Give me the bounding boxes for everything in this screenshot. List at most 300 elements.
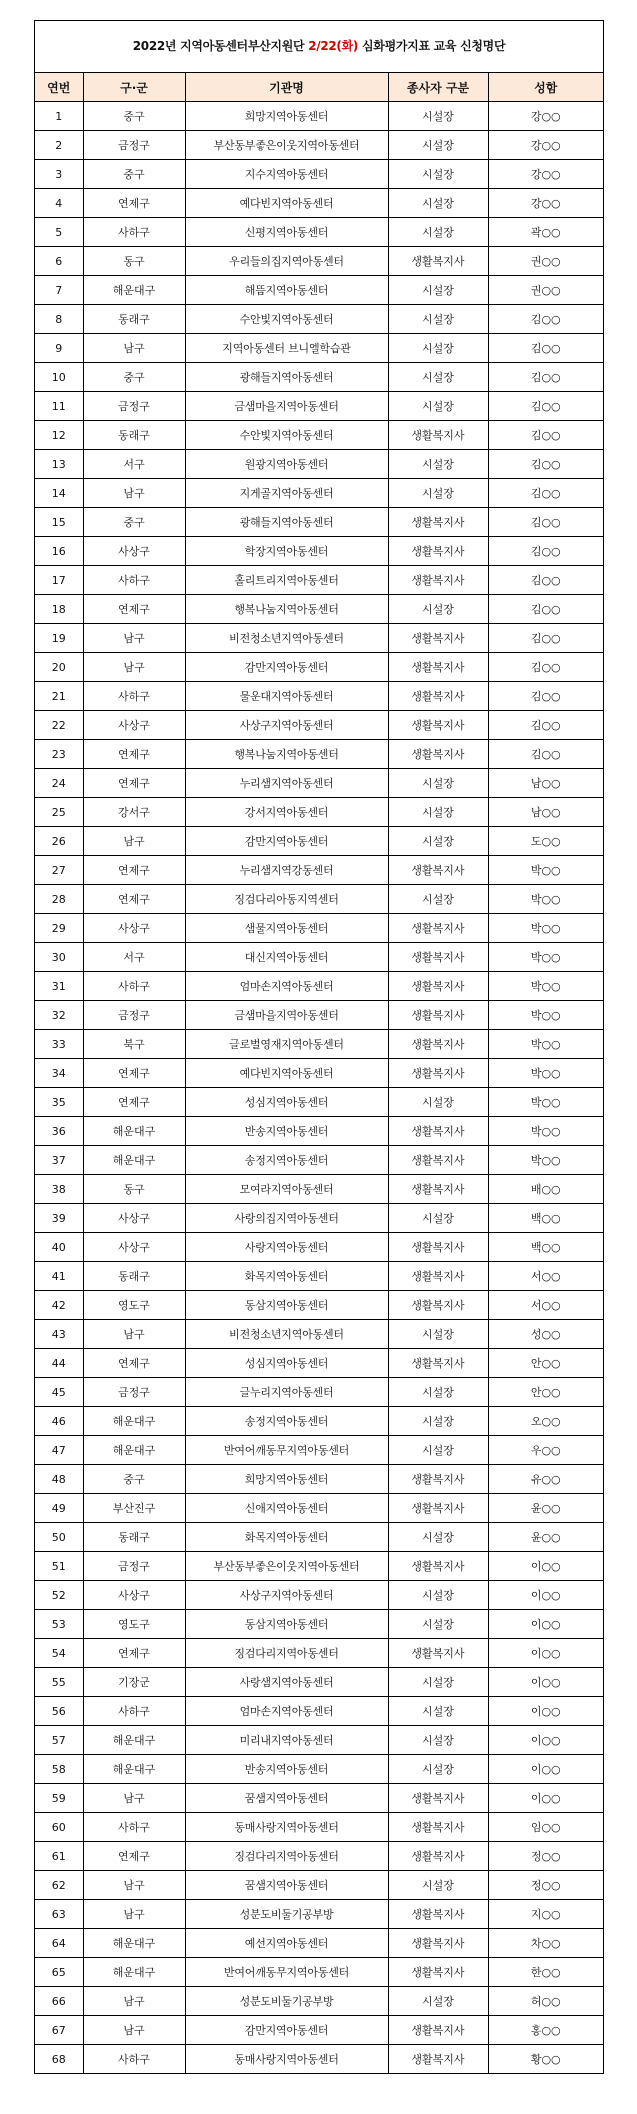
cell-staff-type: 생활복지사 xyxy=(388,1465,488,1494)
cell-no: 31 xyxy=(35,972,83,1001)
cell-no: 36 xyxy=(35,1117,83,1146)
cell-organization: 화목지역아동센터 xyxy=(185,1262,388,1291)
table-row xyxy=(35,1697,603,1726)
cell-staff-type: 시설장 xyxy=(388,450,488,479)
cell-staff-type: 시설장 xyxy=(388,305,488,334)
cell-organization: 우리들의집지역아동센터 xyxy=(185,247,388,276)
cell-organization: 사상구지역아동센터 xyxy=(185,711,388,740)
cell-no: 24 xyxy=(35,769,83,798)
cell-no: 12 xyxy=(35,421,83,450)
cell-no: 56 xyxy=(35,1697,83,1726)
cell-name: 한○○ xyxy=(488,1958,603,1987)
cell-staff-type: 생활복지사 xyxy=(388,624,488,653)
cell-name: 강○○ xyxy=(488,160,603,189)
cell-organization: 꿈샘지역아동센터 xyxy=(185,1871,388,1900)
cell-organization: 홀리트리지역아동센터 xyxy=(185,566,388,595)
cell-district: 해운대구 xyxy=(83,1436,185,1465)
table-row xyxy=(35,972,603,1001)
cell-organization: 행복나눔지역아동센터 xyxy=(185,740,388,769)
table-row xyxy=(35,1755,603,1784)
cell-staff-type: 생활복지사 xyxy=(388,1842,488,1871)
table-row xyxy=(35,392,603,421)
cell-no: 27 xyxy=(35,856,83,885)
cell-name: 박○○ xyxy=(488,1146,603,1175)
cell-district: 연제구 xyxy=(83,1349,185,1378)
cell-staff-type: 생활복지사 xyxy=(388,1262,488,1291)
cell-organization: 원광지역아동센터 xyxy=(185,450,388,479)
cell-staff-type: 시설장 xyxy=(388,1407,488,1436)
cell-name: 서○○ xyxy=(488,1262,603,1291)
cell-district: 사하구 xyxy=(83,2045,185,2074)
table-row xyxy=(35,914,603,943)
applicant-table xyxy=(35,73,603,2073)
cell-no: 6 xyxy=(35,247,83,276)
table-row xyxy=(35,856,603,885)
cell-name: 이○○ xyxy=(488,1784,603,1813)
cell-name: 이○○ xyxy=(488,1668,603,1697)
cell-district: 사하구 xyxy=(83,1813,185,1842)
cell-organization: 미리내지역아동센터 xyxy=(185,1726,388,1755)
cell-no: 43 xyxy=(35,1320,83,1349)
cell-district: 동래구 xyxy=(83,1523,185,1552)
cell-name: 박○○ xyxy=(488,885,603,914)
cell-organization: 사랑샘지역아동센터 xyxy=(185,1668,388,1697)
cell-district: 영도구 xyxy=(83,1610,185,1639)
cell-staff-type: 생활복지사 xyxy=(388,537,488,566)
cell-name: 이○○ xyxy=(488,1726,603,1755)
table-row xyxy=(35,2016,603,2045)
cell-no: 40 xyxy=(35,1233,83,1262)
cell-organization: 신애지역아동센터 xyxy=(185,1494,388,1523)
cell-name: 김○○ xyxy=(488,740,603,769)
cell-organization: 광해들지역아동센터 xyxy=(185,508,388,537)
cell-no: 47 xyxy=(35,1436,83,1465)
cell-name: 서○○ xyxy=(488,1291,603,1320)
cell-district: 금정구 xyxy=(83,1378,185,1407)
cell-no: 33 xyxy=(35,1030,83,1059)
cell-organization: 지역아동센터 브니엘학습관 xyxy=(185,334,388,363)
table-row xyxy=(35,1233,603,1262)
cell-staff-type: 생활복지사 xyxy=(388,653,488,682)
cell-name: 배○○ xyxy=(488,1175,603,1204)
cell-no: 1 xyxy=(35,102,83,131)
cell-district: 사상구 xyxy=(83,914,185,943)
cell-staff-type: 생활복지사 xyxy=(388,421,488,450)
cell-organization: 성분도비둘기공부방 xyxy=(185,1900,388,1929)
table-header xyxy=(35,73,603,102)
cell-no: 45 xyxy=(35,1378,83,1407)
cell-district: 중구 xyxy=(83,102,185,131)
table-row xyxy=(35,1523,603,1552)
cell-staff-type: 생활복지사 xyxy=(388,1552,488,1581)
cell-no: 62 xyxy=(35,1871,83,1900)
cell-organization: 누리샘지역아동센터 xyxy=(185,769,388,798)
cell-staff-type: 생활복지사 xyxy=(388,1291,488,1320)
cell-name: 이○○ xyxy=(488,1639,603,1668)
table-row xyxy=(35,189,603,218)
cell-staff-type: 시설장 xyxy=(388,1697,488,1726)
cell-district: 동래구 xyxy=(83,305,185,334)
cell-no: 30 xyxy=(35,943,83,972)
cell-district: 남구 xyxy=(83,1987,185,2016)
table-row xyxy=(35,218,603,247)
cell-name: 김○○ xyxy=(488,392,603,421)
table-row xyxy=(35,276,603,305)
cell-organization: 누리샘지역강동센터 xyxy=(185,856,388,885)
table-row xyxy=(35,421,603,450)
cell-organization: 예다빈지역아동센터 xyxy=(185,1059,388,1088)
cell-no: 42 xyxy=(35,1291,83,1320)
cell-no: 57 xyxy=(35,1726,83,1755)
cell-name: 김○○ xyxy=(488,566,603,595)
table-row xyxy=(35,1407,603,1436)
table-row xyxy=(35,1117,603,1146)
table-body xyxy=(35,102,603,2074)
cell-staff-type: 시설장 xyxy=(388,1668,488,1697)
table-row xyxy=(35,131,603,160)
table-row xyxy=(35,1001,603,1030)
cell-staff-type: 시설장 xyxy=(388,276,488,305)
cell-staff-type: 시설장 xyxy=(388,827,488,856)
cell-no: 3 xyxy=(35,160,83,189)
table-row xyxy=(35,1639,603,1668)
cell-district: 동구 xyxy=(83,247,185,276)
table-row xyxy=(35,1871,603,1900)
cell-organization: 사랑지역아동센터 xyxy=(185,1233,388,1262)
cell-staff-type: 생활복지사 xyxy=(388,711,488,740)
cell-no: 14 xyxy=(35,479,83,508)
cell-no: 16 xyxy=(35,537,83,566)
cell-district: 기장군 xyxy=(83,1668,185,1697)
cell-organization: 반송지역아동센터 xyxy=(185,1117,388,1146)
cell-name: 김○○ xyxy=(488,334,603,363)
cell-name: 이○○ xyxy=(488,1610,603,1639)
cell-no: 54 xyxy=(35,1639,83,1668)
cell-staff-type: 시설장 xyxy=(388,479,488,508)
cell-district: 북구 xyxy=(83,1030,185,1059)
cell-name: 성○○ xyxy=(488,1320,603,1349)
cell-name: 지○○ xyxy=(488,1900,603,1929)
cell-name: 김○○ xyxy=(488,682,603,711)
cell-district: 남구 xyxy=(83,653,185,682)
cell-name: 남○○ xyxy=(488,798,603,827)
cell-district: 연제구 xyxy=(83,1088,185,1117)
cell-name: 윤○○ xyxy=(488,1523,603,1552)
cell-district: 남구 xyxy=(83,1900,185,1929)
cell-no: 38 xyxy=(35,1175,83,1204)
cell-name: 김○○ xyxy=(488,363,603,392)
cell-name: 박○○ xyxy=(488,856,603,885)
cell-name: 박○○ xyxy=(488,972,603,1001)
cell-name: 백○○ xyxy=(488,1233,603,1262)
cell-staff-type: 생활복지사 xyxy=(388,1059,488,1088)
cell-no: 32 xyxy=(35,1001,83,1030)
cell-no: 64 xyxy=(35,1929,83,1958)
cell-name: 박○○ xyxy=(488,943,603,972)
cell-no: 63 xyxy=(35,1900,83,1929)
cell-organization: 부산동부좋은이웃지역아동센터 xyxy=(185,131,388,160)
cell-staff-type: 생활복지사 xyxy=(388,566,488,595)
cell-organization: 대신지역아동센터 xyxy=(185,943,388,972)
cell-staff-type: 시설장 xyxy=(388,1523,488,1552)
cell-name: 김○○ xyxy=(488,595,603,624)
cell-name: 안○○ xyxy=(488,1378,603,1407)
table-row xyxy=(35,508,603,537)
cell-no: 22 xyxy=(35,711,83,740)
cell-name: 황○○ xyxy=(488,2045,603,2074)
table-row xyxy=(35,1784,603,1813)
cell-district: 연제구 xyxy=(83,885,185,914)
title-date: 2/22(화) xyxy=(308,39,359,53)
cell-organization: 예선지역아동센터 xyxy=(185,1929,388,1958)
cell-staff-type: 시설장 xyxy=(388,1204,488,1233)
cell-no: 15 xyxy=(35,508,83,537)
cell-no: 13 xyxy=(35,450,83,479)
cell-organization: 엄마손지역아동센터 xyxy=(185,972,388,1001)
cell-organization: 수안빛지역아동센터 xyxy=(185,305,388,334)
table-row xyxy=(35,1552,603,1581)
cell-organization: 화목지역아동센터 xyxy=(185,1523,388,1552)
cell-staff-type: 시설장 xyxy=(388,1871,488,1900)
cell-organization: 송정지역아동센터 xyxy=(185,1407,388,1436)
header-organization: 기관명 xyxy=(185,73,388,102)
table-row xyxy=(35,1958,603,1987)
cell-name: 김○○ xyxy=(488,479,603,508)
cell-district: 사상구 xyxy=(83,1233,185,1262)
cell-no: 17 xyxy=(35,566,83,595)
cell-no: 48 xyxy=(35,1465,83,1494)
cell-district: 해운대구 xyxy=(83,1726,185,1755)
cell-organization: 금샘마을지역아동센터 xyxy=(185,1001,388,1030)
cell-staff-type: 시설장 xyxy=(388,1436,488,1465)
cell-staff-type: 시설장 xyxy=(388,595,488,624)
cell-staff-type: 생활복지사 xyxy=(388,1001,488,1030)
cell-district: 사상구 xyxy=(83,1204,185,1233)
cell-district: 동구 xyxy=(83,1175,185,1204)
cell-district: 금정구 xyxy=(83,1001,185,1030)
cell-name: 윤○○ xyxy=(488,1494,603,1523)
cell-district: 연제구 xyxy=(83,769,185,798)
cell-organization: 행복나눔지역아동센터 xyxy=(185,595,388,624)
table-row xyxy=(35,1146,603,1175)
cell-name: 유○○ xyxy=(488,1465,603,1494)
table-row xyxy=(35,1813,603,1842)
cell-organization: 반송지역아동센터 xyxy=(185,1755,388,1784)
cell-staff-type: 생활복지사 xyxy=(388,1146,488,1175)
cell-organization: 금샘마을지역아동센터 xyxy=(185,392,388,421)
cell-district: 서구 xyxy=(83,943,185,972)
cell-name: 박○○ xyxy=(488,1059,603,1088)
cell-name: 박○○ xyxy=(488,1088,603,1117)
table-row xyxy=(35,102,603,131)
page-title xyxy=(35,21,603,73)
cell-staff-type: 생활복지사 xyxy=(388,740,488,769)
table-row xyxy=(35,711,603,740)
cell-staff-type: 생활복지사 xyxy=(388,1233,488,1262)
table-row xyxy=(35,247,603,276)
cell-staff-type: 생활복지사 xyxy=(388,1900,488,1929)
cell-name: 권○○ xyxy=(488,276,603,305)
cell-no: 35 xyxy=(35,1088,83,1117)
cell-district: 서구 xyxy=(83,450,185,479)
cell-staff-type: 시설장 xyxy=(388,798,488,827)
cell-no: 58 xyxy=(35,1755,83,1784)
cell-staff-type: 시설장 xyxy=(388,363,488,392)
cell-staff-type: 시설장 xyxy=(388,102,488,131)
cell-district: 사하구 xyxy=(83,218,185,247)
title-prefix: 2022년 지역아동센터부산지원단 xyxy=(132,39,305,53)
table-row xyxy=(35,1929,603,1958)
cell-district: 남구 xyxy=(83,334,185,363)
cell-name: 임○○ xyxy=(488,1813,603,1842)
header-name: 성함 xyxy=(488,73,603,102)
table-row xyxy=(35,1059,603,1088)
cell-name: 허○○ xyxy=(488,1987,603,2016)
header-staff-type: 종사자 구분 xyxy=(388,73,488,102)
cell-district: 사상구 xyxy=(83,1581,185,1610)
cell-no: 34 xyxy=(35,1059,83,1088)
cell-no: 11 xyxy=(35,392,83,421)
cell-staff-type: 생활복지사 xyxy=(388,856,488,885)
cell-no: 53 xyxy=(35,1610,83,1639)
cell-no: 29 xyxy=(35,914,83,943)
cell-staff-type: 생활복지사 xyxy=(388,1030,488,1059)
application-list-sheet xyxy=(34,20,604,2074)
cell-organization: 신평지역아동센터 xyxy=(185,218,388,247)
table-row xyxy=(35,1262,603,1291)
cell-name: 박○○ xyxy=(488,1001,603,1030)
cell-organization: 지수지역아동센터 xyxy=(185,160,388,189)
cell-name: 김○○ xyxy=(488,537,603,566)
cell-district: 중구 xyxy=(83,363,185,392)
table-row xyxy=(35,682,603,711)
cell-name: 정○○ xyxy=(488,1871,603,1900)
cell-district: 해운대구 xyxy=(83,1755,185,1784)
cell-name: 박○○ xyxy=(488,1117,603,1146)
header-district: 구·군 xyxy=(83,73,185,102)
cell-organization: 징검다리아동지역센터 xyxy=(185,885,388,914)
cell-organization: 비전청소년지역아동센터 xyxy=(185,624,388,653)
cell-organization: 부산동부좋은이웃지역아동센터 xyxy=(185,1552,388,1581)
table-row xyxy=(35,1291,603,1320)
title-suffix: 심화평가지표 교육 신청명단 xyxy=(362,39,506,53)
cell-organization: 해뜸지역아동센터 xyxy=(185,276,388,305)
cell-no: 10 xyxy=(35,363,83,392)
cell-organization: 비전청소년지역아동센터 xyxy=(185,1320,388,1349)
cell-district: 연제구 xyxy=(83,189,185,218)
table-row xyxy=(35,1378,603,1407)
table-row xyxy=(35,595,603,624)
cell-name: 박○○ xyxy=(488,914,603,943)
cell-staff-type: 시설장 xyxy=(388,769,488,798)
cell-no: 4 xyxy=(35,189,83,218)
cell-no: 20 xyxy=(35,653,83,682)
cell-name: 박○○ xyxy=(488,1030,603,1059)
cell-district: 중구 xyxy=(83,1465,185,1494)
cell-name: 김○○ xyxy=(488,421,603,450)
cell-staff-type: 생활복지사 xyxy=(388,1494,488,1523)
cell-no: 44 xyxy=(35,1349,83,1378)
cell-organization: 강서지역아동센터 xyxy=(185,798,388,827)
table-row xyxy=(35,798,603,827)
cell-district: 금정구 xyxy=(83,131,185,160)
cell-name: 김○○ xyxy=(488,624,603,653)
cell-no: 41 xyxy=(35,1262,83,1291)
cell-no: 61 xyxy=(35,1842,83,1871)
cell-no: 26 xyxy=(35,827,83,856)
cell-staff-type: 생활복지사 xyxy=(388,1117,488,1146)
table-row xyxy=(35,1842,603,1871)
cell-no: 37 xyxy=(35,1146,83,1175)
cell-organization: 징검다리지역아동센터 xyxy=(185,1639,388,1668)
cell-organization: 성심지역아동센터 xyxy=(185,1088,388,1117)
cell-staff-type: 생활복지사 xyxy=(388,943,488,972)
cell-organization: 샘물지역아동센터 xyxy=(185,914,388,943)
table-row xyxy=(35,1494,603,1523)
cell-district: 남구 xyxy=(83,1871,185,1900)
cell-organization: 글누리지역아동센터 xyxy=(185,1378,388,1407)
cell-no: 49 xyxy=(35,1494,83,1523)
cell-staff-type: 생활복지사 xyxy=(388,1349,488,1378)
cell-district: 영도구 xyxy=(83,1291,185,1320)
cell-staff-type: 생활복지사 xyxy=(388,1958,488,1987)
cell-no: 68 xyxy=(35,2045,83,2074)
table-row xyxy=(35,740,603,769)
cell-district: 금정구 xyxy=(83,1552,185,1581)
cell-no: 60 xyxy=(35,1813,83,1842)
cell-district: 동래구 xyxy=(83,1262,185,1291)
cell-staff-type: 시설장 xyxy=(388,218,488,247)
cell-district: 사하구 xyxy=(83,682,185,711)
cell-organization: 동삼지역아동센터 xyxy=(185,1610,388,1639)
cell-staff-type: 시설장 xyxy=(388,160,488,189)
cell-district: 강서구 xyxy=(83,798,185,827)
cell-organization: 동매사랑지역아동센터 xyxy=(185,2045,388,2074)
cell-district: 해운대구 xyxy=(83,1407,185,1436)
cell-organization: 동삼지역아동센터 xyxy=(185,1291,388,1320)
table-row xyxy=(35,1465,603,1494)
cell-no: 28 xyxy=(35,885,83,914)
cell-staff-type: 시설장 xyxy=(388,1610,488,1639)
header-no: 연번 xyxy=(35,73,83,102)
cell-district: 금정구 xyxy=(83,392,185,421)
cell-organization: 희망지역아동센터 xyxy=(185,1465,388,1494)
cell-no: 9 xyxy=(35,334,83,363)
cell-organization: 물운대지역아동센터 xyxy=(185,682,388,711)
cell-organization: 동매사랑지역아동센터 xyxy=(185,1813,388,1842)
cell-district: 해운대구 xyxy=(83,1117,185,1146)
cell-no: 21 xyxy=(35,682,83,711)
cell-district: 해운대구 xyxy=(83,1929,185,1958)
cell-name: 이○○ xyxy=(488,1581,603,1610)
table-row xyxy=(35,1030,603,1059)
cell-organization: 송정지역아동센터 xyxy=(185,1146,388,1175)
table-row xyxy=(35,1436,603,1465)
cell-no: 55 xyxy=(35,1668,83,1697)
cell-name: 도○○ xyxy=(488,827,603,856)
cell-district: 남구 xyxy=(83,479,185,508)
cell-district: 부산진구 xyxy=(83,1494,185,1523)
table-row xyxy=(35,334,603,363)
table-row xyxy=(35,566,603,595)
cell-staff-type: 생활복지사 xyxy=(388,972,488,1001)
cell-district: 연제구 xyxy=(83,1639,185,1668)
cell-district: 연제구 xyxy=(83,595,185,624)
cell-staff-type: 생활복지사 xyxy=(388,682,488,711)
cell-no: 52 xyxy=(35,1581,83,1610)
table-row xyxy=(35,363,603,392)
cell-name: 안○○ xyxy=(488,1349,603,1378)
